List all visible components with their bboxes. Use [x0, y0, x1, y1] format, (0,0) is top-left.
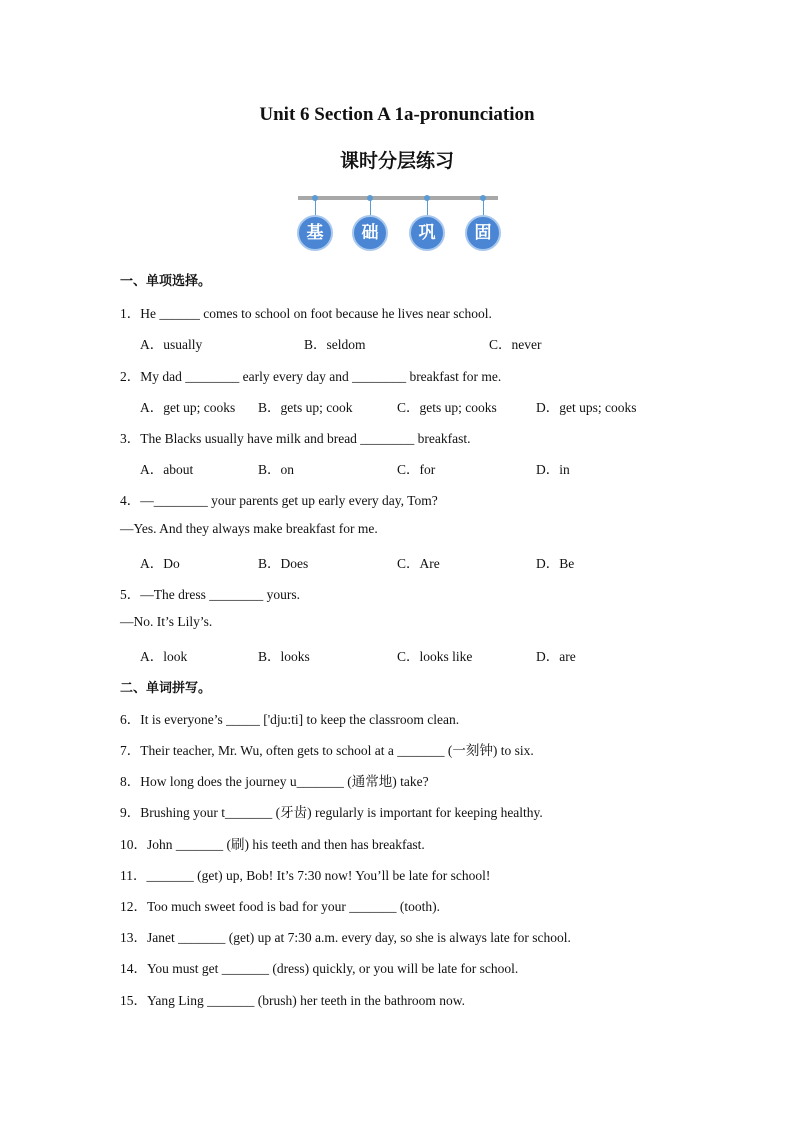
q3-option-c: C．for: [397, 462, 436, 477]
q4-option-b: B．Does: [258, 556, 309, 571]
question-5-reply: —No. It’s Lily’s.: [120, 614, 213, 629]
q1-option-c: C．never: [489, 337, 542, 352]
question-3: 3．The Blacks usually have milk and bread ________ breakfast.: [120, 431, 471, 446]
question-14: 14．You must get _______ (dress) quickly, or you will be late for school.: [120, 961, 519, 976]
banner-char-3: 巩: [409, 215, 445, 251]
q5-option-b: B．looks: [258, 649, 310, 664]
question-4: 4．—________ your parents get up early every day, Tom?: [120, 493, 438, 508]
question-5: 5．—The dress ________ yours.: [120, 587, 300, 602]
q2-option-c: C．gets up; cooks: [397, 400, 497, 415]
section-heading-choice: 一、单项选择。: [120, 274, 212, 289]
q3-option-b: B．on: [258, 462, 295, 477]
section-heading-spelling: 二、单词拼写。: [120, 681, 212, 696]
q2-option-d: D．get ups; cooks: [536, 400, 637, 415]
banner-char-1: 基: [297, 215, 333, 251]
page-title: Unit 6 Section A 1a-pronunciation: [259, 104, 535, 125]
section-banner: [296, 194, 502, 254]
question-13: 13．Janet _______ (get) up at 7:30 a.m. every day, so she is always late for school.: [120, 930, 571, 945]
banner-bar: [298, 196, 498, 200]
q4-option-a: A．Do: [140, 556, 180, 571]
banner-char-4: 固: [465, 215, 501, 251]
question-11: 11．_______ (get) up, Bob! It’s 7:30 now! You’ll be late for school!: [120, 868, 491, 883]
q2-option-b: B．gets up; cook: [258, 400, 353, 415]
question-8: 8．How long does the journey u_______ (通常地) take?: [120, 774, 429, 789]
question-4-reply: —Yes. And they always make breakfast for me.: [120, 521, 378, 536]
banner-dot: [367, 195, 373, 201]
q3-option-d: D．in: [536, 462, 570, 477]
q5-option-a: A．look: [140, 649, 188, 664]
q5-option-d: D．are: [536, 649, 576, 664]
question-15: 15．Yang Ling _______ (brush) her teeth in the bathroom now.: [120, 993, 465, 1008]
question-9: 9．Brushing your t_______ (牙齿) regularly is important for keeping healthy.: [120, 805, 543, 820]
banner-dot: [424, 195, 430, 201]
banner-dot: [312, 195, 318, 201]
question-2: 2．My dad ________ early every day and ________ breakfast for me.: [120, 369, 502, 384]
q4-option-d: D．Be: [536, 556, 575, 571]
banner-char-2: 础: [352, 215, 388, 251]
question-10: 10．John _______ (刷) his teeth and then has breakfast.: [120, 837, 425, 852]
q4-option-c: C．Are: [397, 556, 440, 571]
q2-option-a: A．get up; cooks: [140, 400, 236, 415]
q5-option-c: C．looks like: [397, 649, 473, 664]
question-7: 7．Their teacher, Mr. Wu, often gets to school at a _______ (一刻钟) to six.: [120, 743, 534, 758]
page-subtitle: 课时分层练习: [339, 150, 454, 172]
question-12: 12．Too much sweet food is bad for your _______ (tooth).: [120, 899, 441, 914]
q1-option-b: B．seldom: [304, 337, 366, 352]
q1-option-a: A．usually: [140, 337, 203, 352]
q3-option-a: A．about: [140, 462, 194, 477]
question-6: 6．It is everyone’s _____ ['dju:ti] to keep the classroom clean.: [120, 712, 460, 727]
question-1: 1．He ______ comes to school on foot because he lives near school.: [120, 306, 492, 321]
banner-dot: [480, 195, 486, 201]
